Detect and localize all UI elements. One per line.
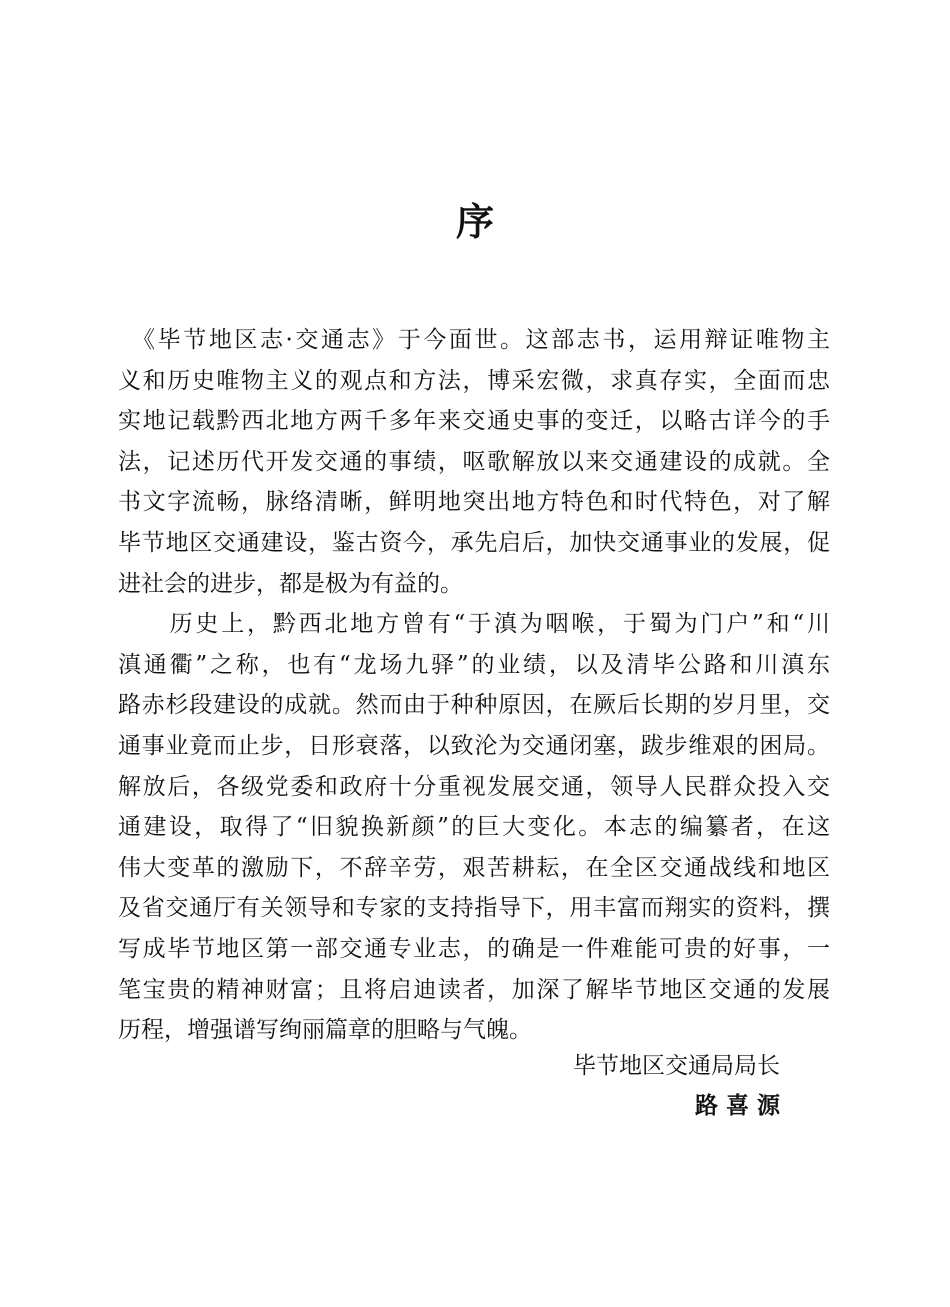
text-line: 及省交通厅有关领导和专家的支持指导下，用丰富而翔实的资料，撰 — [118, 895, 830, 922]
signature-office: 毕节地区交通局局长 — [573, 1053, 780, 1079]
preface-body — [118, 320, 830, 1051]
signature-name: 路喜源 — [695, 1093, 788, 1119]
text-line: 进社会的进步，都是极为有益的。 — [118, 570, 463, 597]
text-line: 通事业竟而止步，日形衰落，以致沦为交通闭塞，跋步维艰的困局。 — [118, 732, 830, 759]
text-line: 义和历史唯物主义的观点和方法，博采宏微，求真存实，全面而忠 — [118, 367, 830, 394]
text-line: 滇通衢”之称，也有“龙场九驿”的业绩，以及清毕公路和川滇东 — [118, 651, 830, 678]
text-line: 毕节地区交通建设，鉴古资今，承先启后，加快交通事业的发展，促 — [118, 529, 830, 556]
text-line: 法，记述历代开发交通的事绩，呕歌解放以来交通建设的成就。全 — [118, 448, 830, 475]
text-line: 实地记载黔西北地方两千多年来交通史事的变迁，以略古详今的手 — [118, 408, 830, 435]
text-line: 历程，增强谱写绚丽篇章的胆略与气魄。 — [118, 1017, 532, 1044]
text-line: 笔宝贵的精神财富；且将启迪读者，加深了解毕节地区交通的发展 — [118, 976, 830, 1003]
text-line: 书文字流畅，脉络清晰，鲜明地突出地方特色和时代特色，对了解 — [118, 489, 830, 516]
text-line: 伟大变革的激励下，不辞辛劳，艰苦耕耘，在全区交通战线和地区 — [118, 854, 830, 881]
text-line: 历史上，黔西北地方曾有“于滇为咽喉，于蜀为门户”和“川 — [118, 611, 830, 638]
text-line: 路赤杉段建设的成就。然而由于种种原因，在厥后长期的岁月里，交 — [118, 692, 830, 719]
text-line: 通建设，取得了“旧貌换新颜”的巨大变化。本志的编纂者，在这 — [118, 814, 830, 841]
text-line: 《毕节地区志·交通志》于今面世。这部志书，运用辩证唯物主 — [118, 327, 830, 353]
text-line: 写成毕节地区第一部交通专业志，的确是一件难能可贵的好事，一 — [118, 935, 830, 962]
signature-block — [573, 1046, 788, 1126]
page-title: 序 — [455, 200, 494, 244]
text-line: 解放后，各级党委和政府十分重视发展交通，领导人民群众投入交 — [118, 773, 830, 800]
